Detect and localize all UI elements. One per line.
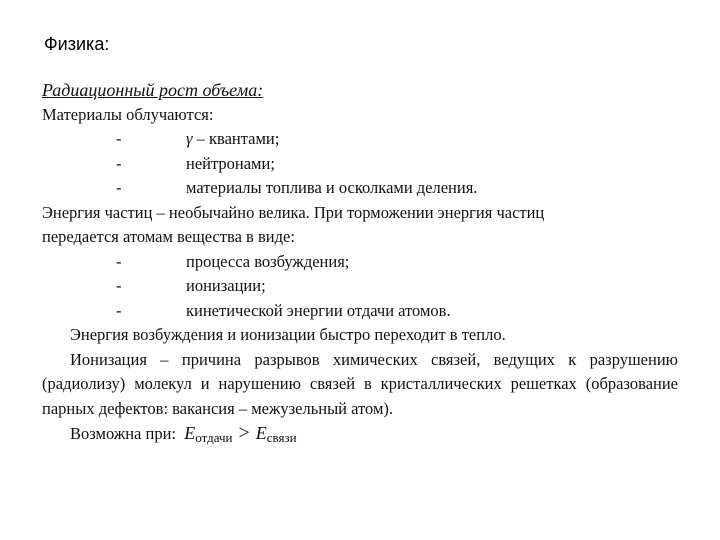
bullet-dash: - <box>116 300 122 320</box>
gamma-symbol: γ <box>186 129 193 148</box>
bullet-dash: - <box>116 178 122 197</box>
list-item <box>42 127 678 152</box>
energy-recoil-subscript: отдачи <box>195 430 233 445</box>
list-item <box>42 299 678 324</box>
formula-prefix: Возможна при: <box>70 424 176 443</box>
section-heading: Радиационный рост объема: <box>42 80 264 100</box>
bullet-dash: - <box>116 153 122 173</box>
condition-formula <box>42 421 678 451</box>
list-item-label: нейтронами; <box>186 153 275 173</box>
bullet-dash: - <box>116 129 122 148</box>
energy-bond-subscript: связи <box>266 430 297 445</box>
energy-line-1: Энергия частиц – необычайно велика. При торможении энергия частиц <box>42 202 545 222</box>
list-item-label: – квантами; <box>192 129 280 148</box>
list-item <box>42 274 678 299</box>
energy-line-2: передается атомам вещества в виде: <box>42 227 295 246</box>
list-item-label: ионизации; <box>186 276 266 295</box>
greater-than-operator: > <box>238 422 250 444</box>
list-item <box>42 250 678 275</box>
list-item <box>42 176 678 201</box>
ionization-paragraph: Ионизация – причина разрывов химических связей, ведущих к разрушению (радиолизу) молекул и нарушению связей в кристаллических решетках (образование парных дефектов: вакансия – межузельный атом). <box>42 349 678 418</box>
intro-line: Материалы облучаются: <box>42 104 214 124</box>
list-item-label: кинетической энергии отдачи атомов. <box>186 300 451 320</box>
list-item-label: процесса возбуждения; <box>186 251 350 271</box>
slide-title: Физика: <box>44 34 110 54</box>
list-item-label: материалы топлива и осколками деления. <box>186 178 478 197</box>
slide-content <box>42 78 678 451</box>
bullet-dash: - <box>116 276 122 295</box>
list-item-text <box>186 127 279 152</box>
bullet-dash: - <box>116 251 122 271</box>
heat-paragraph: Энергия возбуждения и ионизации быстро переходит в тепло. <box>70 325 506 344</box>
energy-recoil-symbol: E <box>184 423 196 443</box>
energy-bond-symbol: E <box>255 423 267 443</box>
list-item <box>42 152 678 177</box>
